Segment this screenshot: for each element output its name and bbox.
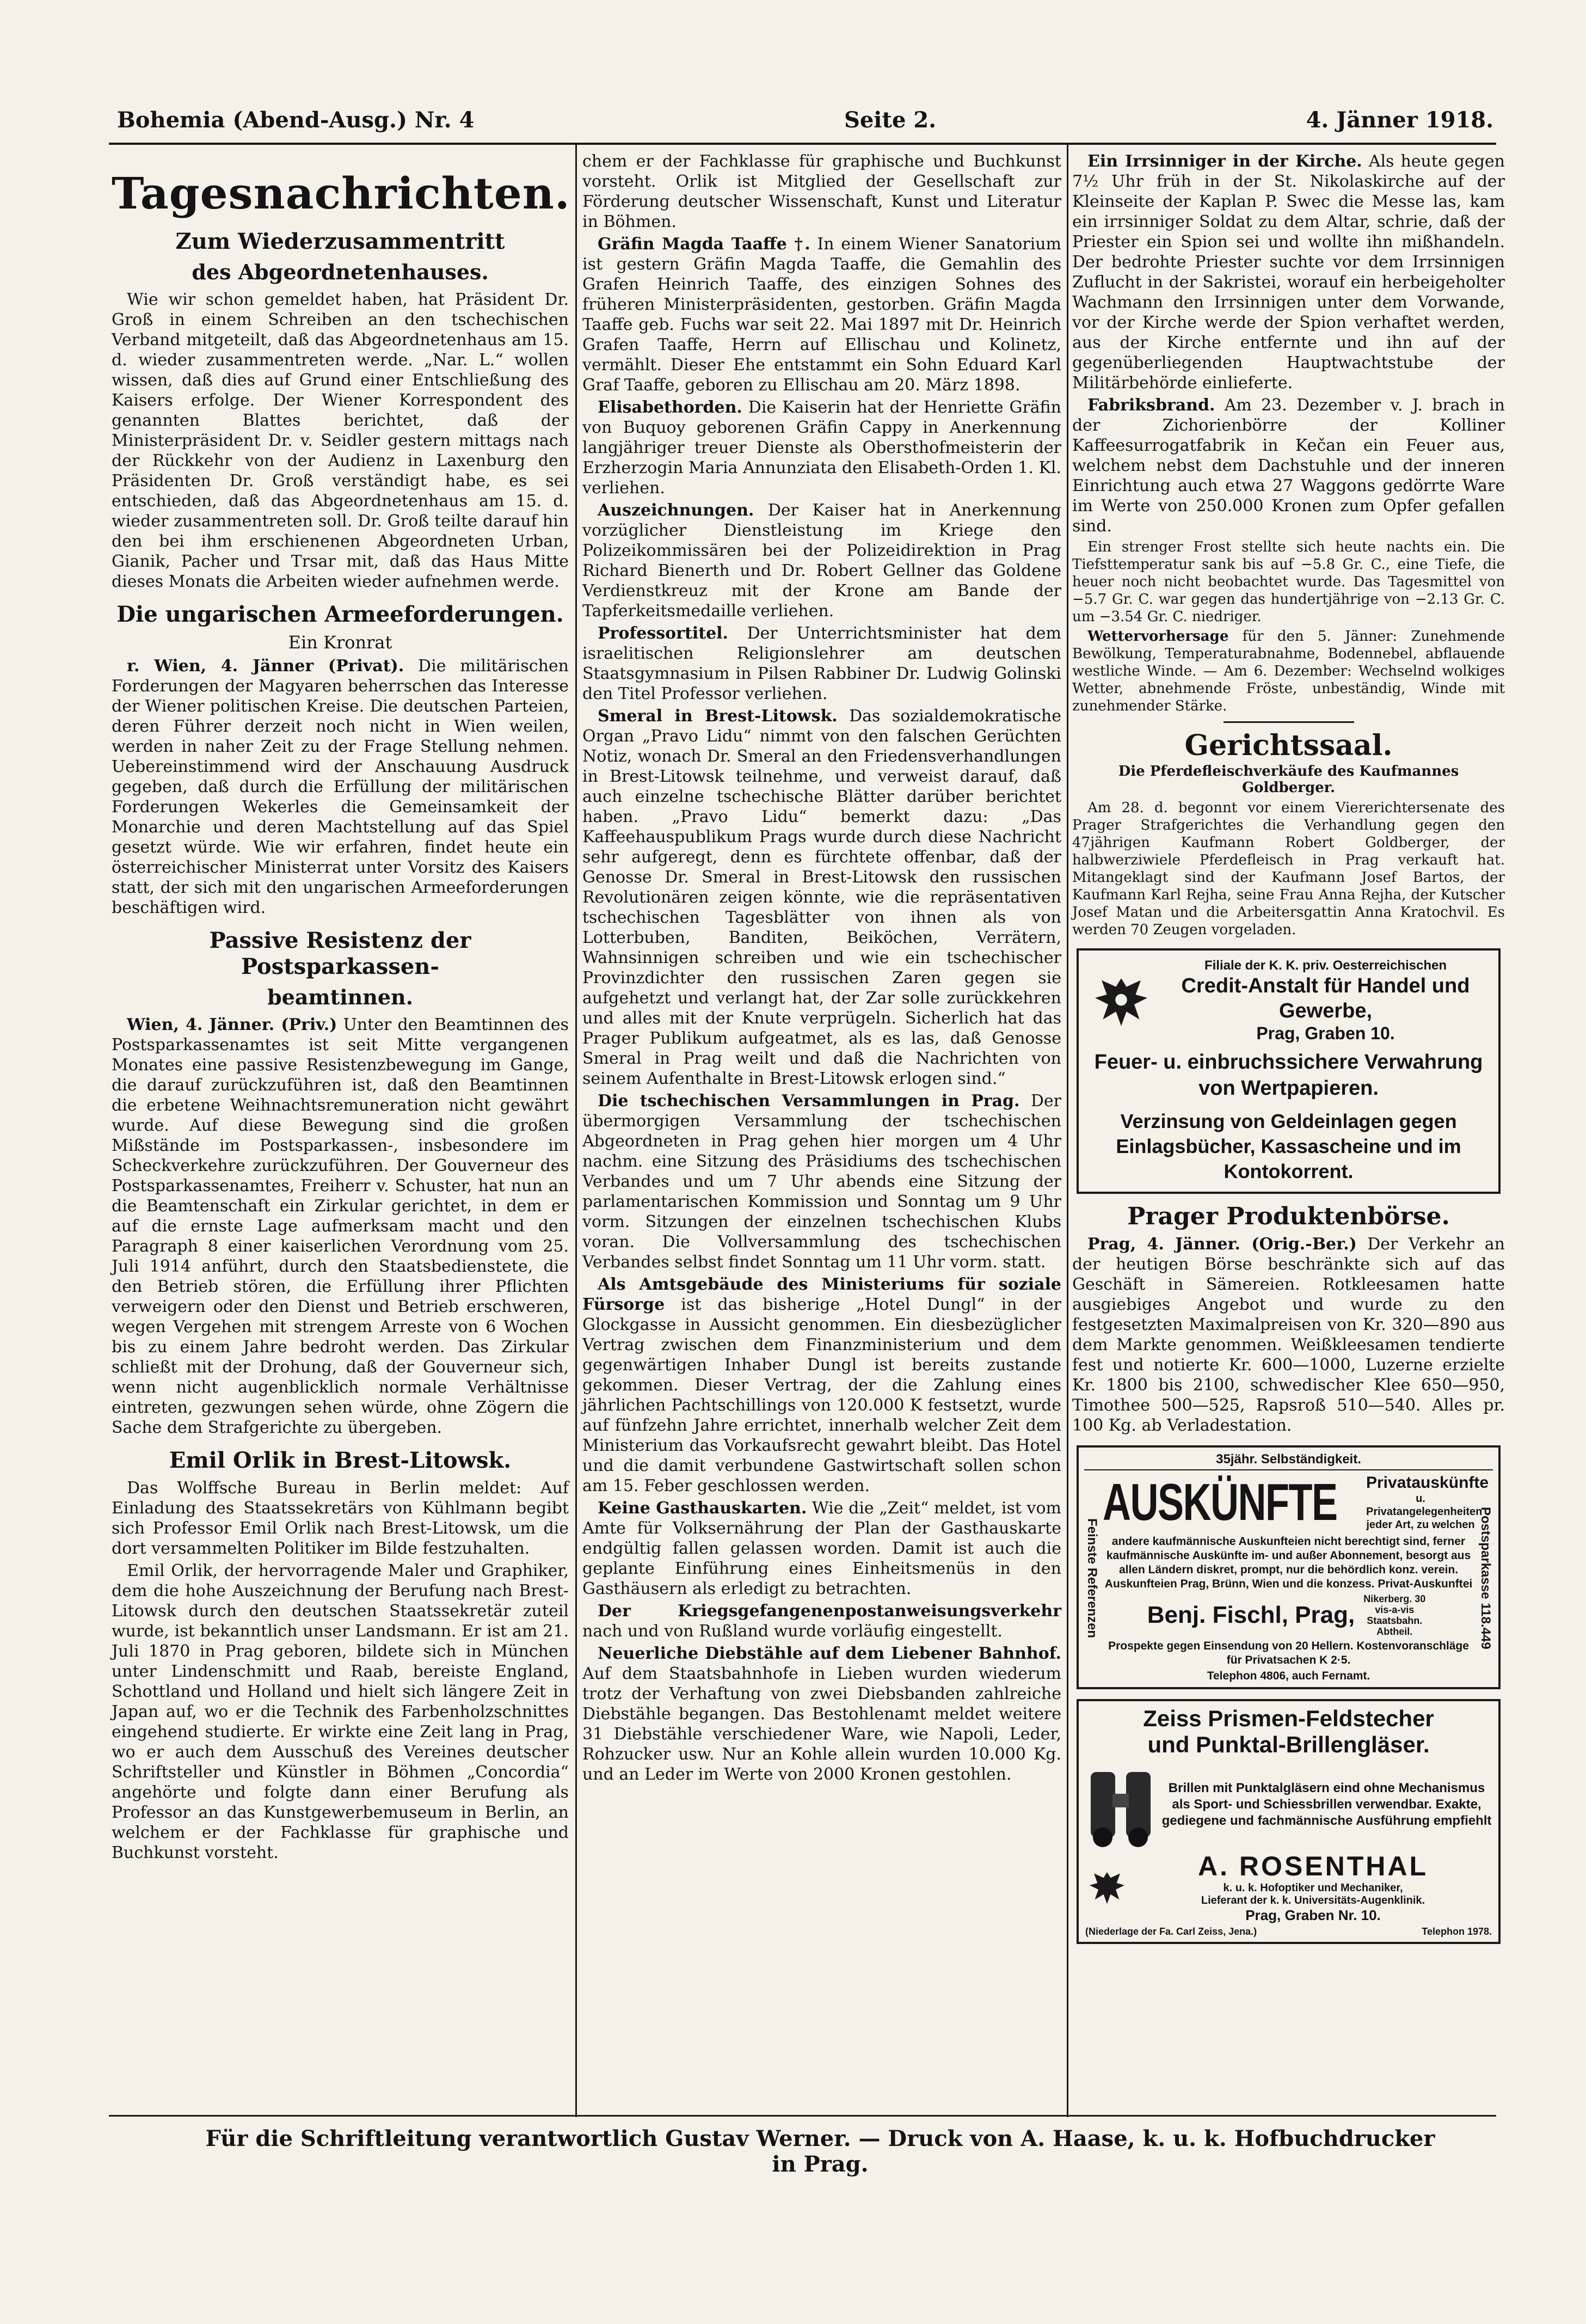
article-text: Emil Orlik, der hervorragende Maler und Graphiker, dem die hohe Auszeichnung der Berufung nach Brest-Litowsk durch den deutschen Staatssekretär zuteil wurde, ist bekanntlich unser Landsmann. Er ist am 21. Juli 1870 in Prag geboren, bildete sich in München unter Lindenschmitt und Raab, bereiste England, Schottland und Holland und hielt sich längere Zeit in Japan auf, wo er die Technik des Farbenholzschnittes eingehend studierte. Er wirkte eine Zeit lang in Prag, wo er auch dem Ausschuß des Vereines deutscher Schriftsteller und Künstler in Böhmen „Concordia“ angehörte und folgte dann einer Berufung als Professor an das Kunstgewerbemuseum in Berlin, an welchem er der Fachklasse für graphische und Buchkunst vorsteht.: [112, 1561, 569, 1862]
news-lead: Der Kriegsgefangenenpostanweisungsverkehr: [598, 1602, 1061, 1621]
news-body: nach und von Rußland wurde vorläufig eingestellt.: [582, 1622, 1003, 1641]
ad-big-word: AUSKÜNFTE: [1103, 1473, 1337, 1531]
weather-text: Ein strenger Frost stellte sich heute nachts ein. Die Tiefsttemperatur sank bis auf −5.8 Gr. C., eine Tiefe, die heuer noch nicht beobachtet wurde. Das Tagesmittel von −5.7 Gr. C. war gegen das hundertjährige von −2.13 Gr. C. um −3.54 Gr. C. niedriger.: [1072, 539, 1505, 625]
news-lead: Wettervorhersage: [1087, 628, 1229, 645]
article-body: Die militärischen Forderungen der Magyaren beherrschen das Interesse der Wiener politischen Kreise. Die deutschen Parteien, deren Führer derzeit noch nicht in Wien weilen, werden in naher Zeit zu der Frage Stellung nehmen. Uebereinstimmend wird der Anschauung Ausdruck gegeben, daß durch die Erfüllung der militärischen Forderungen Wekerles die Gemeinsamkeit der Monarchie und deren Machtstellung auf das Spiel gesetzt würde. Wie wir erfahren, findet heute ein österreichischer Ministerrat unter Vorsitz des Kaisers statt, der sich mit den ungarischen Armeeforderungen beschäftigen wird.: [112, 657, 569, 917]
ad-rosenthal-name: A. ROSENTHAL: [1198, 1851, 1428, 1881]
ad-prospectus: Prospekte gegen Einsendung von 20 Hellern. Kostenvoranschläge für Privatsachen K 2·5.: [1108, 1640, 1469, 1666]
imprint-footer: Für die Schriftleitung verantwortlich Gustav Werner. — Druck von A. Haase, k. u. k. Hofbuchdrucker in Prag.: [205, 2126, 1435, 2177]
advertisement-auskuenfte: [1077, 1445, 1501, 1689]
article-title-line2: des Abgeordnetenhauses.: [192, 260, 489, 284]
issue-date: 4. Jänner 1918.: [1306, 107, 1493, 133]
article-text: chem er der Fachklasse für graphische und Buchkunst vorsteht. Orlik ist Mitglied der Gesellschaft zur Förderung deutscher Wissenschaft, Kunst und Literatur in Böhmen.: [582, 152, 1061, 231]
ad-bank-name: Credit-Anstalt für Handel und Gewerbe,: [1181, 974, 1470, 1022]
dateline: Wien, 4. Jänner. (Priv.): [127, 1015, 337, 1034]
ad-zeiss-text: Brillen mit Punktalgläsern eind ohne Mechanismus als Sport- und Schiessbrillen verwendbar. Exakte, gediegene und fachmännische Ausführung empfiehlt: [1161, 1781, 1492, 1828]
news-body: Auf dem Staatsbahnhofe in Lieben wurden wiederum trotz der Verhaftung von zwei Diebsbanden zahlreiche Diebstähle begangen. Das Bestohlenamt meldet weitere 31 Diebstähle verschiedener Ware, wie Napoli, Leder, Rohzucker usw. Nur an Kohle allein wurden 10.000 Kg. und an Leder im Werte von 2000 Kronen gestohlen.: [582, 1664, 1061, 1784]
divider: [1224, 721, 1354, 723]
news-item: [582, 1601, 1061, 1641]
news-item: [582, 1644, 1061, 1785]
binoculars-icon: [1085, 1761, 1156, 1848]
news-body: Die Kaiserin hat der Henriette Gräfin von Buquoy geborenen Gräfin Cappy in Anerkennung langjähriger treuer Dienste als Obersthofmeisterin der Erzherzogin Maria Annunziata den Elisabeth-Orden 1. Kl. verliehen.: [582, 398, 1061, 498]
article-body: Unter den Beamtinnen des Postsparkassenamtes ist seit Mitte vergangenen Monates eine passive Resistenzbewegung im Gange, die darauf zurückzuführen ist, daß den Beamtinnen die erbetene Weihnachtsremuneration nicht gewährt wurde. Auf diese Bewegung sind die großen Mißstände im Postsparkassen-, insbesondere im Scheckverkehre zurückzuführen. Der Gouverneur des Postsparkassenamtes, Freiherr v. Schuster, hat nun an die Beamtenschaft ein Zirkular gerichtet, in dem er auf die ernste Lage aufmerksam macht und den Paragraph 8 einer kaiserlichen Verordnung vom 25. Juli 1914 anführt, durch den Staatsbedienstete, die den Betrieb stören, die Erfüllung ihrer Pflichten verweigern oder den Dienst und Betrieb erschweren, wegen Vergehen mit strengem Arreste von 6 Wochen bis zu einem Jahre bedroht werden. Das Zirkular schließt mit der Drohung, daß der Gouverneur sich, wenn nicht augenblicklich normale Verhältnisse eintreten, gezwungen sehen würde, ohne Zögern die Sache dem Strafgerichte zu übergeben.: [112, 1015, 569, 1437]
news-lead: Keine Gasthauskarten.: [598, 1499, 807, 1518]
news-item: [1072, 395, 1505, 536]
news-body: Der Kaiser hat in Anerkennung vorzüglicher Dienstleistung im Kriege den Polizeikommissären bei der Polizeidirektion in Prag Richard Bienerth und Dr. Robert Gellner das Goldene Verdienstkreuz mit der Krone am Bande der Tapferkeitsmedaille verliehen.: [582, 501, 1061, 621]
advertisement-credit-anstalt: [1077, 948, 1501, 1194]
news-item: [582, 234, 1061, 395]
news-body: Das sozialdemokratische Organ „Pravo Lidu“ nimmt von den falschen Gerüchten Notiz, wonach Dr. Smeral an den Friedensverhandlungen in Brest-Litowsk teilnehme, und verweist darauf, daß auch einzelne tschechische Blätter darüber berichtet haben. „Pravo Lidu“ bemerkt dazu: „Das Kaffeehauspublikum Prags wurde durch diese Nachricht sehr aufgeregt, denn es fürchtete offenbar, daß der Genosse Dr. Smeral in Brest-Litowsk den russischen Revolutionären zeigen könnte, wie die repräsentativen tschechischen Tagesblätter von ihnen als von Lotterbuben, Banditen, Beiköchen, Verrätern, Wahnsinnigen schreiben und wie ein tschechischer Provinzdichter den russischen Zaren gegen sie aufgehetzt und verlangt hat, der Zar solle zurückkehren und alles mit der Knute verprügeln. Sicherlich hat das Prager Publikum aufgeatmet, als es las, daß Genosse Smeral in Prag weilt und daß die Nachrichten von seinem Aufenthalte in Brest-Litowsk erlogen sind.“: [582, 707, 1061, 1088]
ad-company-name: Benj. Fischl, Prag,: [1147, 1602, 1355, 1628]
news-body: Der übermorgigen Versammlung der tschechischen Abgeordneten in Prag gehen hier morgen um 4 Uhr nachm. eine Sitzung des Präsidiums des tschechischen Verbandes und um 7 Uhr abends eine Sitzung der parlamentarischen Kommission und Sonntag um 9 Uhr vorm. Sitzungen der einzelnen tschechischen Klubs voran. Die Vollversammlung des tschechischen Verbandes selbst findet Sonntag um 11 Uhr vorm. statt.: [582, 1092, 1061, 1272]
ad-telephone: Telephon 4806, auch Fernamt.: [1207, 1670, 1370, 1682]
section-title: Tagesnachrichten.: [112, 168, 570, 219]
article-title: Die ungarischen Armeeforderungen.: [116, 602, 564, 627]
ad-side-references: Feinste Referenzen: [1085, 1518, 1099, 1639]
header-rule: [109, 143, 1496, 145]
news-body: ist das bisherige „Hotel Dungl“ in der Glockgasse in Aussicht genommen. Ein diesbezüglicher Vertrag zwischen dem Finanzministerium und dem gegenwärtigen Inhaber Dungl ist bereits zustande gekommen. Dieser Vertrag, der die Zahlung eines jährlichen Pachtschillings von 120.000 K festsetzt, wurde auf fünfzehn Jahre errichtet, innerhalb welcher Zeit dem Ministerium das Vorkaufsrecht gewahrt bleibt. Das Hotel und die damit verbundene Gastwirtschaft sollen schon am 15. Feber geschlossen werden.: [582, 1295, 1061, 1495]
news-lead: Die tschechischen Versammlungen in Prag.: [598, 1092, 1020, 1111]
ad-auskunft-body: andere kaufmännische Auskunfteien nicht berechtigt sind, ferner kaufmännische Auskünfte im- und außer Abonnement, besorgt aus allen Ländern diskret, prompt, nur die behördlich konz. verein. Auskunfteien Prag, Brünn, Wien und die konzess. Privat-Auskunftei: [1104, 1535, 1473, 1590]
court-block: [1072, 799, 1505, 939]
page-number: Seite 2.: [844, 107, 937, 133]
column-rule-2: [1067, 143, 1068, 2117]
ad-rosenthal-role: k. u. k. Hofoptiker und Mechaniker,: [1223, 1882, 1403, 1894]
news-body: Der Unterrichtsminister hat dem israelitischen Religionslehrer am deutschen Staatsgymnasium in Pilsen Rabbiner Dr. Ludwig Golinski den Titel Professor verliehen.: [582, 624, 1061, 703]
news-lead: Elisabethorden.: [598, 398, 742, 417]
court-subtitle: Die Pferdefleischverkäufe des Kaufmannes Goldberger.: [1118, 763, 1459, 796]
article-text: [112, 1015, 569, 1438]
column-1: [112, 151, 569, 2114]
news-body: Wie die „Zeit“ meldet, ist vom Amte für Volksernährung der Plan der Gasthauskarte endgültig fallen gelassen worden. Damit ist auch die geplante Einführung eines Einheitsmenüs in den Gasthäusern als erledigt zu betrachten.: [582, 1499, 1061, 1598]
ad-side-postal-account: Postsparkasse 118.449: [1478, 1507, 1493, 1650]
news-item: [582, 1498, 1061, 1599]
ad-private-text: u. Privatangelegenheiten jeder Art, zu welchen: [1366, 1493, 1483, 1531]
weather-block: [1072, 538, 1505, 715]
market-report: [1072, 1234, 1505, 1436]
weather-forecast: [1072, 628, 1505, 715]
column-2: [582, 151, 1061, 2114]
article-text: Wie wir schon gemeldet haben, hat Präsident Dr. Groß in einem Schreiben an den tschechischen Verband mitgeteilt, daß das Abgeordnetenhaus am 15. d. wieder zusammentreten werde. „Nar. L.“ wollen wissen, daß dies auf Grund einer Entschließung des Kaisers erfolge. Der Wiener Korrespondent des genannten Blattes berichtet, daß der Ministerpräsident Dr. v. Seidler gestern mittags nach der Rückkehr von der Audienz in Laxenburg den Präsidenten Dr. Groß verständigt habe, es sei entschieden, daß das Abgeordnetenhaus am 15. d. wieder zusammentreten soll. Dr. Groß teilte darauf hin den bei ihm erschienenen Abgeordneten Urban, Gianik, Pacher und Trsar mit, daß das Haus Mitte dieses Monats die Arbeiten wieder aufnehmen werde.: [112, 290, 569, 591]
article-subtitle: Ein Kronrat: [288, 632, 392, 653]
article-title-line2: beamtinnen.: [267, 985, 413, 1009]
market-body: Der Verkehr an der heutigen Börse beschränkte sich auf das Geschäft in Sämereien. Rotkleesamen hatte ausgiebiges Angebot und wurde zu den festgesetzten Maximalpreisen von Kr. 320—890 aus dem Markte genommen. Weißkleesamen tendierte fest und notierte Kr. 600—1000, Luzerne erzielte Kr. 1800 bis 2100, schwedischer Klee 650—950, Timothee 500—525, Rapsroß 510—540. Alles pr. 100 Kg. ab Verladestation.: [1072, 1235, 1505, 1435]
masthead-issue: Bohemia (Abend-Ausg.) Nr. 4: [117, 107, 475, 133]
section-title-market: Prager Produktenbörse.: [1127, 1203, 1450, 1230]
column-3: [1072, 151, 1505, 2114]
dateline: r. Wien, 4. Jänner (Privat).: [127, 657, 404, 676]
ad-zeiss-subtitle: und Punktal-Brillengläser.: [1147, 1732, 1430, 1757]
news-lead: Als Amtsgebäude des Ministeriums für soziale Fürsorge: [582, 1275, 1061, 1314]
article-text: Das Wolffsche Bureau in Berlin meldet: Auf Einladung des Staatssekretärs von Kühlmann begibt sich Professor Emil Orlik nach Brest-Litowsk, um die dort versammelten Politiker im Bilde festzuhalten.: [112, 1479, 569, 1558]
dateline: Prag, 4. Jänner. (Orig.-Ber.): [1087, 1235, 1357, 1254]
ad-rosenthal-supplier: Lieferant der k. k. Universitäts-Augenklinik.: [1201, 1894, 1425, 1906]
ad-company-address: Nikerberg. 30 vis-a-vis Staatsbahn. Abtheil.: [1363, 1593, 1426, 1637]
article-title: Passive Resistenz der Postsparkassen-: [209, 928, 471, 979]
news-lead: Gräfin Magda Taaffe †.: [598, 235, 810, 254]
news-item: [1072, 151, 1505, 393]
news-lead: Neuerliche Diebstähle auf dem Liebener Bahnhof.: [598, 1644, 1061, 1663]
news-item: [582, 1091, 1061, 1272]
news-lead: Ein Irrsinniger in der Kirche.: [1087, 152, 1362, 171]
news-body: Als heute gegen 7½ Uhr früh in der St. Nikolaskirche auf der Kleinseite der Kaplan P. Swec die Messe las, kam ein irrsinniger Soldat zu dem Altar, schrie, daß der Priester ein Spion sei und wollte ihn mißhandeln. Der bedrohte Priester suchte vor dem Irrsinnigen Zuflucht in der Sakristei, worauf ein herbeigeholter Wachmann den Irrsinnigen unter dem Vorwande, vor der Kirche werde der Spion verhaftet werden, aus der Kirche entfernte und ihn auf der gegenüberliegenden Hauptwachtstube der Militärbehörde einlieferte.: [1072, 152, 1505, 393]
news-item: [582, 706, 1061, 1089]
ad-zeiss-title: Zeiss Prismen-Feldstecher: [1143, 1706, 1434, 1731]
article-title: Zum Wiederzusammentritt: [175, 229, 505, 254]
news-body: Am 23. Dezember v. J. brach in der Zichorienbörre der Kolliner Kaffeesurrogatfabrik in Kečan ein Feuer aus, welchem nebst dem Dachstuhle und der inneren Einrichtung auch etwa 27 Waggons gedörrte Ware im Werte von 250.000 Kronen zum Opfer gefallen sind.: [1072, 396, 1505, 536]
news-item: [582, 1274, 1061, 1496]
column-rule-1: [575, 143, 577, 2117]
court-text: Am 28. d. begonnt vor einem Viererichtersenate des Prager Strafgerichtes die Verhandlung gegen den 47jährigen Kaufmann Robert Goldberger, der halbwerziwiele Pferdefleisch in Prag verkauft hat. Mitangeklagt sind der Kaufmann Josef Bartos, der Kaufmann Karl Rejha, seine Frau Anna Rejha, der Kutscher Josef Matan und die Arbeitersgattin Anna Kratochvil. Es werden 70 Zeugen vorgeladen.: [1072, 800, 1505, 938]
news-lead: Auszeichnungen.: [598, 501, 754, 520]
footer-rule: [109, 2115, 1496, 2117]
ad-interest: Verzinsung von Geldeinlagen gegen Einlagsbücher, Kassascheine und im Kontokorrent.: [1116, 1110, 1461, 1182]
news-item: [582, 623, 1061, 704]
news-lead: Smeral in Brest-Litowsk.: [598, 707, 838, 726]
ad-private-title: Privatauskünfte: [1366, 1474, 1489, 1492]
news-lead: Fabriksbrand.: [1087, 396, 1215, 415]
ad-rosenthal-note: (Niederlage der Fa. Carl Zeiss, Jena.): [1085, 1926, 1257, 1937]
news-body: In einem Wiener Sanatorium ist gestern Gräfin Magda Taaffe, die Gemahlin des Grafen Heinrich Taaffe, des einzigen Sohnes des früheren Ministerpräsidenten, gestorben. Gräfin Magda Taaffe geb. Fuchs war seit 22. Mai 1897 mit Dr. Heinrich Grafen Taaffe, Herrn auf Ellischau und Kolinetz, vermählt. Dieser Ehe entstammt ein Sohn Eduard Karl Graf Taaffe, geboren zu Ellischau am 20. März 1898.: [582, 235, 1061, 395]
article-text: [112, 656, 569, 918]
news-item: [582, 397, 1061, 498]
article-title: Emil Orlik in Brest-Litowsk.: [169, 1448, 512, 1473]
ad-bank-prefix: Filiale der K. K. priv. Oesterreichischen: [1204, 958, 1447, 973]
ad-years-badge: 35jähr. Selbständigkeit.: [1084, 1452, 1493, 1470]
news-lead: Professortitel.: [598, 624, 728, 643]
ad-rosenthal-telephone: Telephon 1978.: [1422, 1926, 1492, 1937]
imperial-eagle-icon: [1085, 1866, 1129, 1909]
news-item: [582, 500, 1061, 621]
ad-safekeeping: Feuer- u. einbruchssichere Verwahrung von Wertpapieren.: [1094, 1051, 1483, 1100]
ad-bank-address: Prag, Graben 10.: [1256, 1023, 1395, 1043]
news-body: für den 5. Jänner: Zunehmende Bewölkung, Temperaturabnahme, Bodennebel, abflauende westliche Winde. — Am 6. Dezember: Wechselnd wolkiges Wetter, abnehmende Fröste, unbeständig, Winde mit zunehmender Stärke.: [1072, 628, 1505, 714]
ad-rosenthal-address: Prag, Graben Nr. 10.: [1245, 1907, 1381, 1923]
page-header: [117, 103, 1493, 136]
advertisement-zeiss-rosenthal: [1077, 1699, 1501, 1944]
section-title-court: Gerichtssaal.: [1184, 729, 1393, 762]
double-eagle-icon: [1089, 968, 1154, 1034]
